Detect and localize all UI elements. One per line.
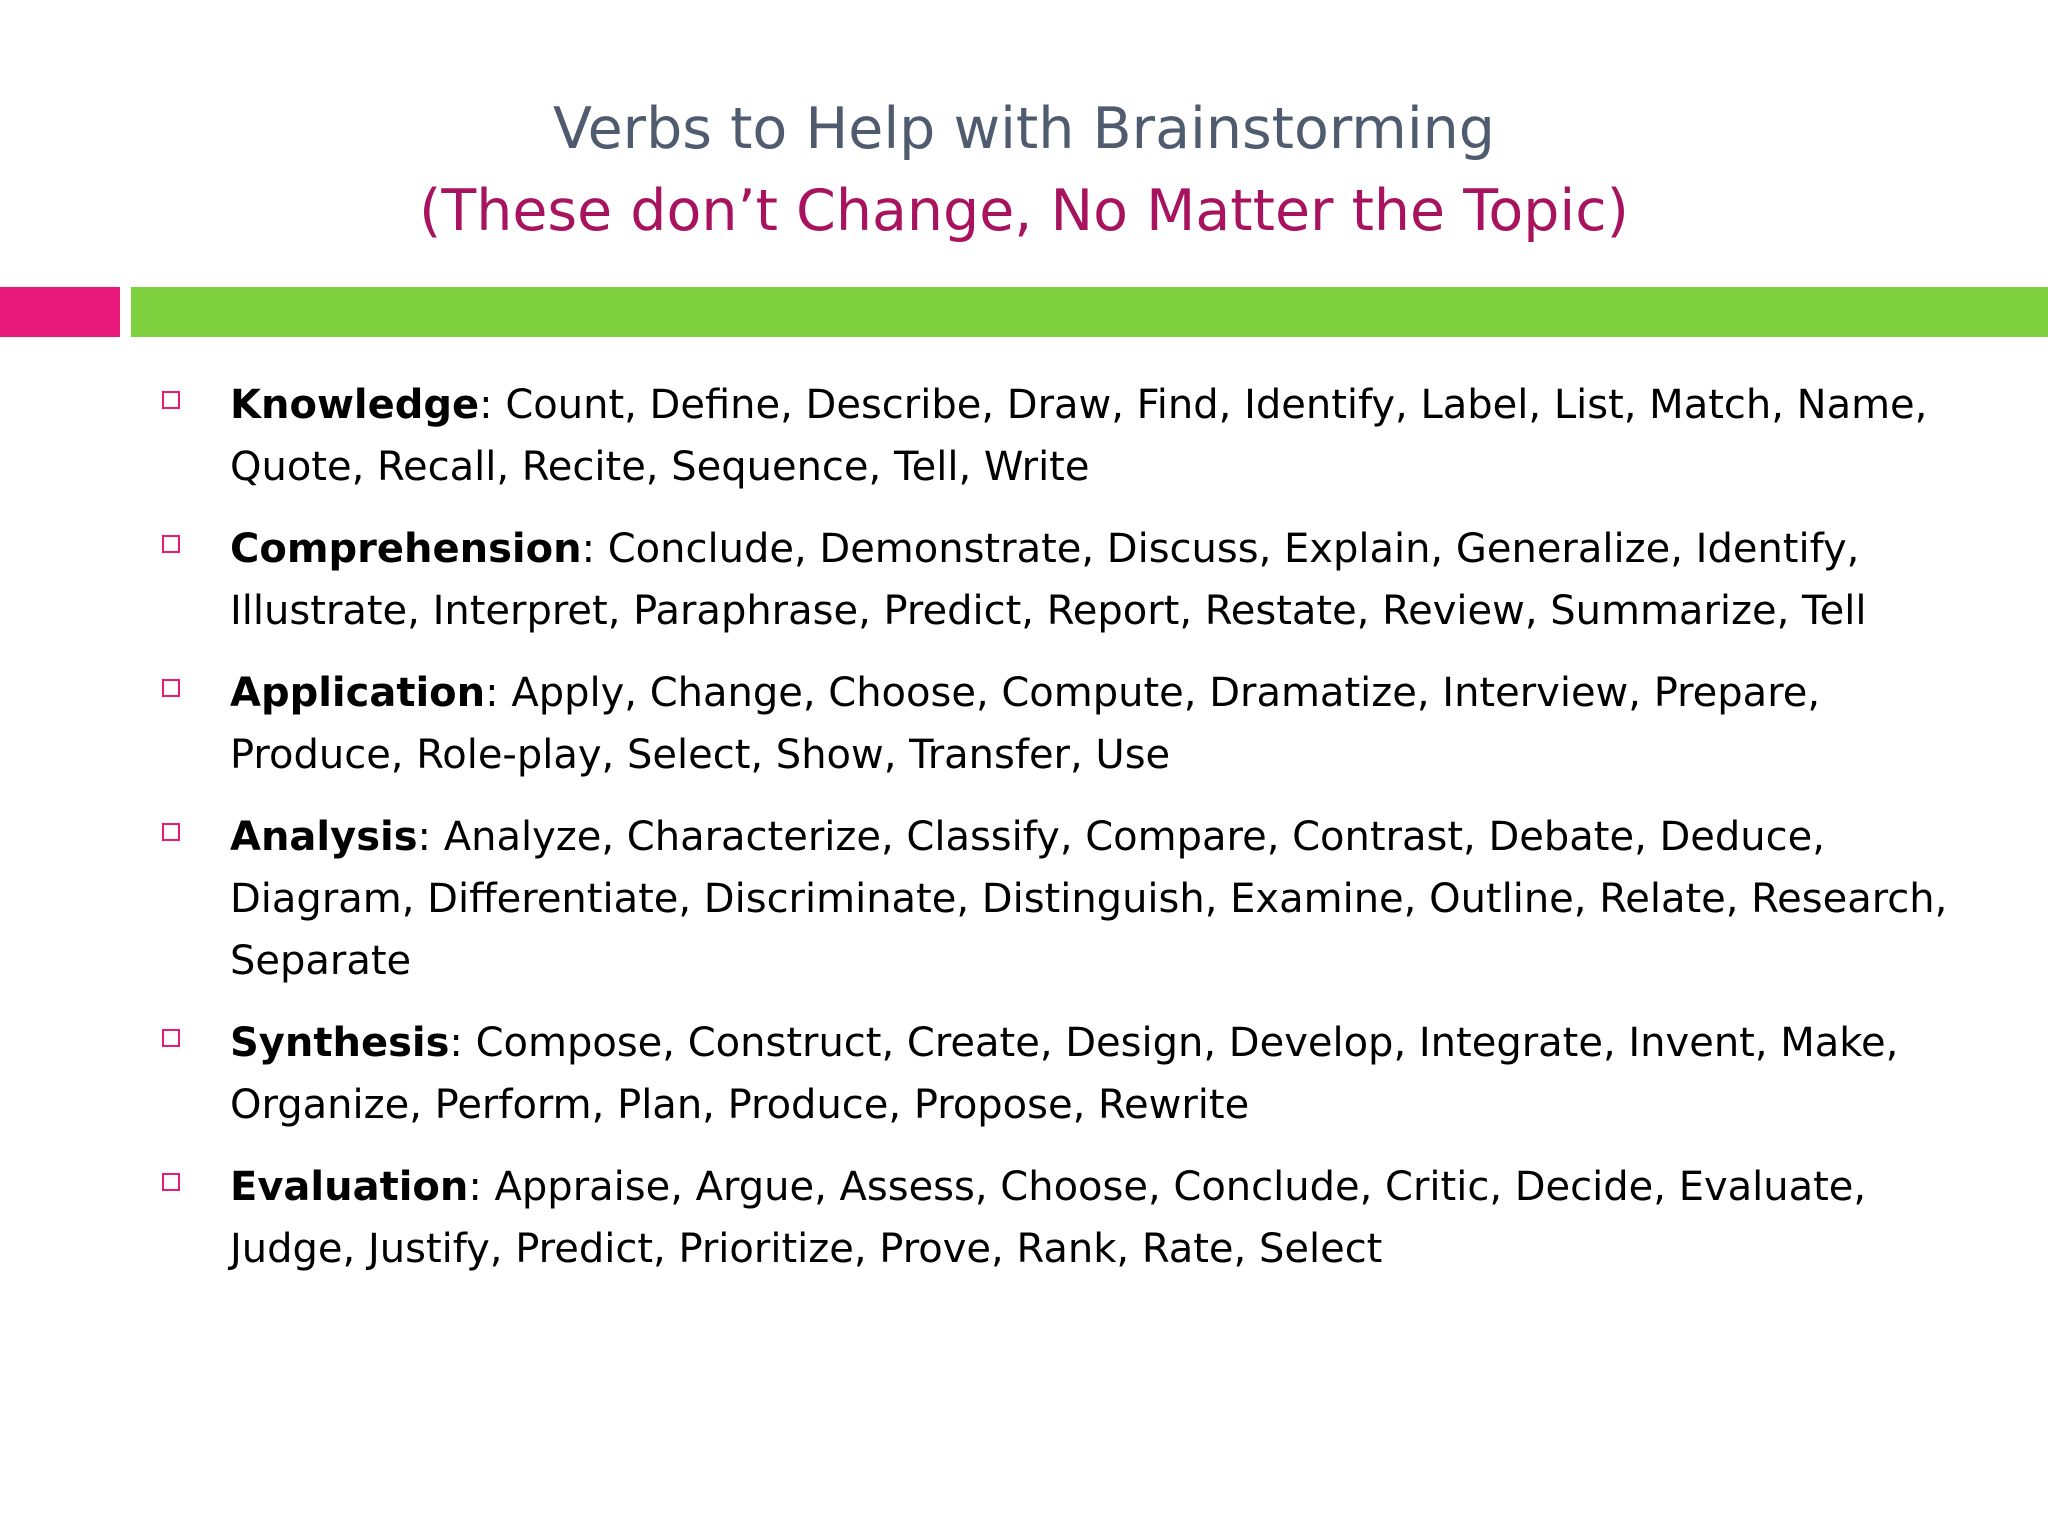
- title-block: [0, 88, 2048, 252]
- hollow-square-icon: [162, 1029, 180, 1047]
- list-item-knowledge: [162, 374, 2002, 498]
- category-verbs: : Count, Define, Describe, Draw, Find, Identify, Label, List, Match, Name, Quote, Recall, Recite, Sequence, Tell, Write: [230, 382, 1928, 490]
- hollow-square-icon: [162, 679, 180, 697]
- hollow-square-icon: [162, 1173, 180, 1191]
- list-item-comprehension: [162, 518, 2002, 642]
- category-verbs: : Compose, Construct, Create, Design, Develop, Integrate, Invent, Make, Organize, Perform, Plan, Produce, Propose, Rewrite: [230, 1020, 1899, 1128]
- slide-title: Verbs to Help with Brainstorming: [553, 96, 1495, 162]
- category-verbs: : Conclude, Demonstrate, Discuss, Explain, Generalize, Identify, Illustrate, Interpret, Paraphrase, Predict, Report, Restate, Review, Summarize, Tell: [230, 526, 1867, 634]
- accent-bar-pink: [0, 287, 120, 337]
- category-term: Evaluation: [230, 1164, 469, 1210]
- category-term: Comprehension: [230, 526, 582, 572]
- slide-subtitle: (These don’t Change, No Matter the Topic): [419, 178, 1629, 244]
- category-term: Analysis: [230, 814, 418, 860]
- list-item-synthesis: [162, 1012, 2002, 1136]
- accent-bar-green: [131, 287, 2048, 337]
- category-term: Synthesis: [230, 1020, 450, 1066]
- hollow-square-icon: [162, 535, 180, 553]
- hollow-square-icon: [162, 391, 180, 409]
- list-item-evaluation: [162, 1156, 2002, 1280]
- category-verbs: : Appraise, Argue, Assess, Choose, Conclude, Critic, Decide, Evaluate, Judge, Justify, Predict, Prioritize, Prove, Rank, Rate, Select: [230, 1164, 1867, 1272]
- hollow-square-icon: [162, 823, 180, 841]
- list-item-application: [162, 662, 2002, 786]
- category-verbs: : Apply, Change, Choose, Compute, Dramatize, Interview, Prepare, Produce, Role-play, Select, Show, Transfer, Use: [230, 670, 1821, 778]
- category-term: Knowledge: [230, 382, 480, 428]
- category-term: Application: [230, 670, 486, 716]
- list-item-analysis: [162, 806, 2002, 992]
- category-verbs: : Analyze, Characterize, Classify, Compare, Contrast, Debate, Deduce, Diagram, Differentiate, Discriminate, Distinguish, Examine, Outline, Relate, Research, Separate: [230, 814, 1948, 984]
- verb-list: [162, 374, 2002, 1300]
